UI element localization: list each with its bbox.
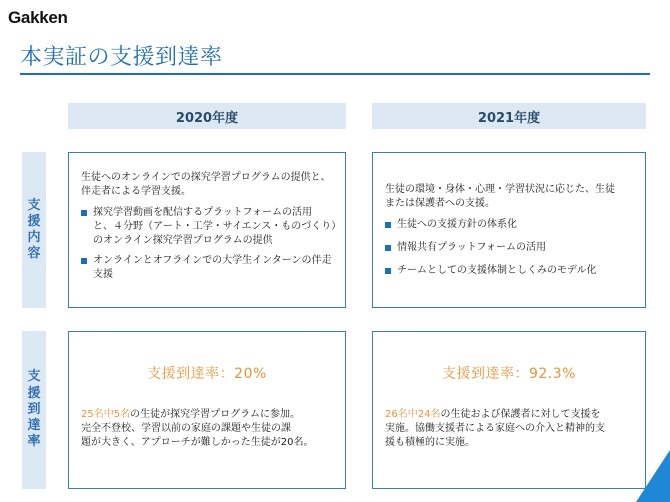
text-line: のオンライン探究学習プログラムの提供 bbox=[93, 235, 273, 246]
row-label-char: 達 bbox=[27, 418, 41, 434]
support-box-2021 bbox=[372, 152, 646, 308]
square-bullet-icon bbox=[81, 258, 87, 264]
gakken-logo: Gakken bbox=[8, 8, 68, 27]
row-label-char: 援 bbox=[27, 213, 41, 229]
row-label-char: 支 bbox=[27, 197, 41, 213]
support-bullet bbox=[81, 206, 343, 248]
highlight-count: 25名中5名 bbox=[81, 409, 131, 420]
text-line: 探究学習動画を配信するプラットフォームの活用 bbox=[93, 207, 312, 218]
row-label-char: 援 bbox=[27, 385, 41, 401]
row-label-char: 率 bbox=[27, 434, 41, 450]
rate-result-2021 bbox=[385, 408, 643, 450]
text-line: または保護者への支援。 bbox=[385, 198, 495, 209]
highlight-count: 26名中24名 bbox=[385, 409, 441, 420]
row-label-support-rate bbox=[22, 331, 46, 489]
support-bullet bbox=[81, 254, 343, 282]
text-line: 情報共有プラットフォームの活用 bbox=[397, 242, 546, 253]
support-rate-2020: 支援到達率：20% bbox=[147, 366, 267, 382]
row-label-support-content bbox=[22, 152, 46, 308]
support-bullet bbox=[385, 218, 643, 232]
text-line: チームとしての支援体制としくみのモデル化 bbox=[397, 265, 597, 276]
column-header-2020: 2020年度 bbox=[68, 103, 346, 129]
text-span: の生徒および保護者に対して支援を bbox=[440, 409, 601, 420]
square-bullet-icon bbox=[385, 222, 391, 228]
rate-box-2021 bbox=[372, 331, 646, 489]
support-intro-2020 bbox=[81, 171, 343, 199]
support-bullet bbox=[385, 241, 643, 255]
text-line bbox=[385, 408, 643, 422]
text-line: 生徒への支援方針の体系化 bbox=[397, 219, 517, 230]
square-bullet-icon bbox=[385, 268, 391, 274]
title-underline bbox=[20, 73, 650, 75]
row-label-char: 内 bbox=[27, 230, 41, 245]
square-bullet-icon bbox=[385, 245, 391, 251]
text-line: 生徒の環境・身体・心理・学習状況に応じた、生徒 bbox=[385, 184, 615, 195]
rate-box-2020 bbox=[68, 331, 346, 489]
page-title: 本実証の支援到達率 bbox=[20, 45, 223, 70]
text-line: 伴走者による学習支援。 bbox=[81, 186, 191, 197]
corner-accent-triangle bbox=[636, 450, 670, 502]
row-label-char: 容 bbox=[27, 246, 41, 262]
support-bullet bbox=[385, 264, 643, 278]
text-line: 実施。協働支援者による家庭への介入と精神的支 bbox=[385, 423, 605, 434]
text-line: 生徒へのオンラインでの探究学習プログラムの提供と、 bbox=[81, 172, 331, 183]
text-line: と、４分野（アート・工学・サイエンス・ものづくり） bbox=[93, 221, 342, 232]
support-rate-2021: 支援到達率：92.3% bbox=[442, 366, 576, 382]
support-intro-2021 bbox=[385, 183, 643, 211]
text-line bbox=[81, 408, 343, 422]
text-line: 題が大きく、アプローチが難しかった生徒が20名。 bbox=[81, 437, 314, 448]
column-header-2021: 2021年度 bbox=[372, 103, 646, 129]
row-label-char: 到 bbox=[27, 401, 41, 417]
square-bullet-icon bbox=[81, 210, 87, 216]
text-line: 支援 bbox=[93, 269, 113, 280]
support-box-2020 bbox=[68, 152, 346, 308]
row-label-char: 支 bbox=[27, 369, 41, 385]
text-span: の生徒が探究学習プログラムに参加。 bbox=[130, 409, 300, 420]
text-line: オンラインとオフラインでの大学生インターンの伴走 bbox=[93, 255, 332, 266]
rate-result-2020 bbox=[81, 408, 343, 450]
text-line: 完全不登校、学習以前の家庭の課題や生徒の課 bbox=[81, 423, 291, 434]
text-line: 援も積極的に実施。 bbox=[385, 437, 475, 448]
